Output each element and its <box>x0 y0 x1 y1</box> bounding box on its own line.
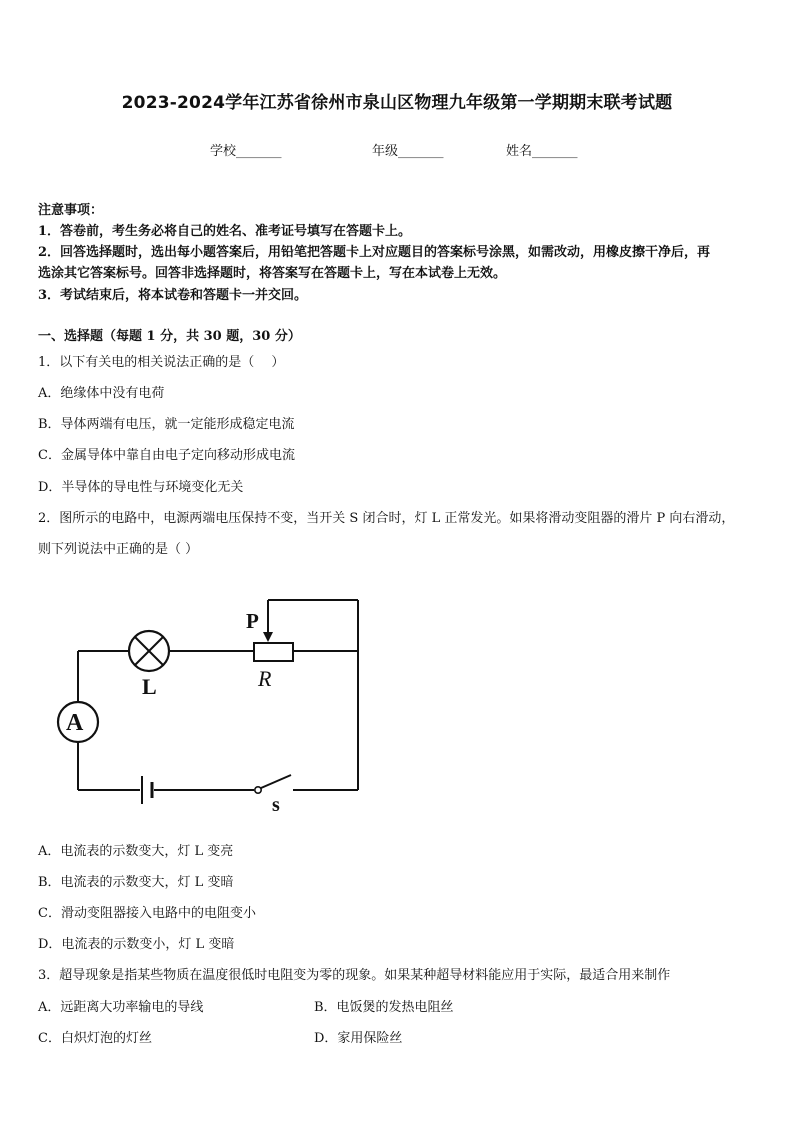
question-2-option-b: B．电流表的示数变大，灯 L 变暗 <box>38 875 234 890</box>
question-3-option-a: A．远距离大功率输电的导线 <box>38 1000 204 1015</box>
question-3-option-b: B．电饭煲的发热电阻丝 <box>314 1000 454 1015</box>
notice-item: 3．考试结束后，将本试卷和答题卡一并交回。 <box>38 288 308 303</box>
question-1-option-b: B．导体两端有电压，就一定能形成稳定电流 <box>38 417 295 432</box>
name-field <box>506 140 578 159</box>
name-label: 姓名 <box>506 144 533 159</box>
question-1-option-c: C．金属导体中靠自由电子定向移动形成电流 <box>38 448 295 463</box>
slider-arrow <box>263 632 273 642</box>
lamp-symbol <box>129 631 169 671</box>
name-blank: _______ <box>532 144 578 159</box>
paper-title: 2023-2024学年江苏省徐州市泉山区物理九年级第一学期期末联考试题 <box>121 93 673 113</box>
switch-symbol <box>255 775 291 793</box>
notice-item: 选涂其它答案标号。回答非选择题时，将答案写在答题卡上，写在本试卷上无效。 <box>38 266 507 281</box>
question-2-stem: 2．图所示的电路中，电源两端电压保持不变，当开关 S 闭合时，灯 L 正常发光。如果将滑动变阻器的滑片 P 向右滑动， <box>38 511 735 526</box>
notice-heading: 注意事项： <box>38 203 104 218</box>
question-1-option-a: A．绝缘体中没有电荷 <box>38 386 165 401</box>
question-2-option-c: C．滑动变阻器接入电路中的电阻变小 <box>38 906 256 921</box>
question-2-option-d: D．电流表的示数变小，灯 L 变暗 <box>38 937 235 952</box>
grade-blank: _______ <box>398 144 444 159</box>
notice-item: 2．回答选择题时，选出每小题答案后，用铅笔把答题卡上对应题目的答案标号涂黑，如需改动，用橡皮擦干净后，再 <box>38 245 711 260</box>
school-label: 学校 <box>210 144 237 159</box>
notice-item: 1．答卷前，考生务必将自己的姓名、准考证号填写在答题卡上。 <box>38 224 412 239</box>
grade-field <box>372 140 444 159</box>
question-2-stem-cont: 则下列说法中正确的是（ ） <box>38 542 199 557</box>
label-r: R <box>258 666 272 691</box>
question-3-option-c: C．白炽灯泡的灯丝 <box>38 1031 152 1046</box>
label-p: P <box>246 609 259 633</box>
question-1-stem: 1．以下有关电的相关说法正确的是（ ） <box>38 355 285 370</box>
question-3-option-d: D．家用保险丝 <box>314 1031 403 1046</box>
label-s: s <box>272 794 280 816</box>
grade-label: 年级 <box>372 144 399 159</box>
school-blank: _______ <box>236 144 282 159</box>
section-heading: 一、选择题（每题 1 分，共 30 题，30 分） <box>38 329 301 344</box>
circuit-diagram <box>48 590 378 820</box>
school-field <box>210 140 282 159</box>
question-2-option-a: A．电流表的示数变大，灯 L 变亮 <box>38 844 234 859</box>
label-l: L <box>142 674 157 699</box>
rheostat-symbol <box>254 643 293 661</box>
question-1-option-d: D．半导体的导电性与环境变化无关 <box>38 480 244 495</box>
battery-symbol <box>142 776 152 804</box>
question-3-stem: 3．超导现象是指某些物质在温度很低时电阻变为零的现象。如果某种超导材料能应用于实际，最适合用来制作 <box>38 968 671 983</box>
label-a: A <box>66 710 84 736</box>
